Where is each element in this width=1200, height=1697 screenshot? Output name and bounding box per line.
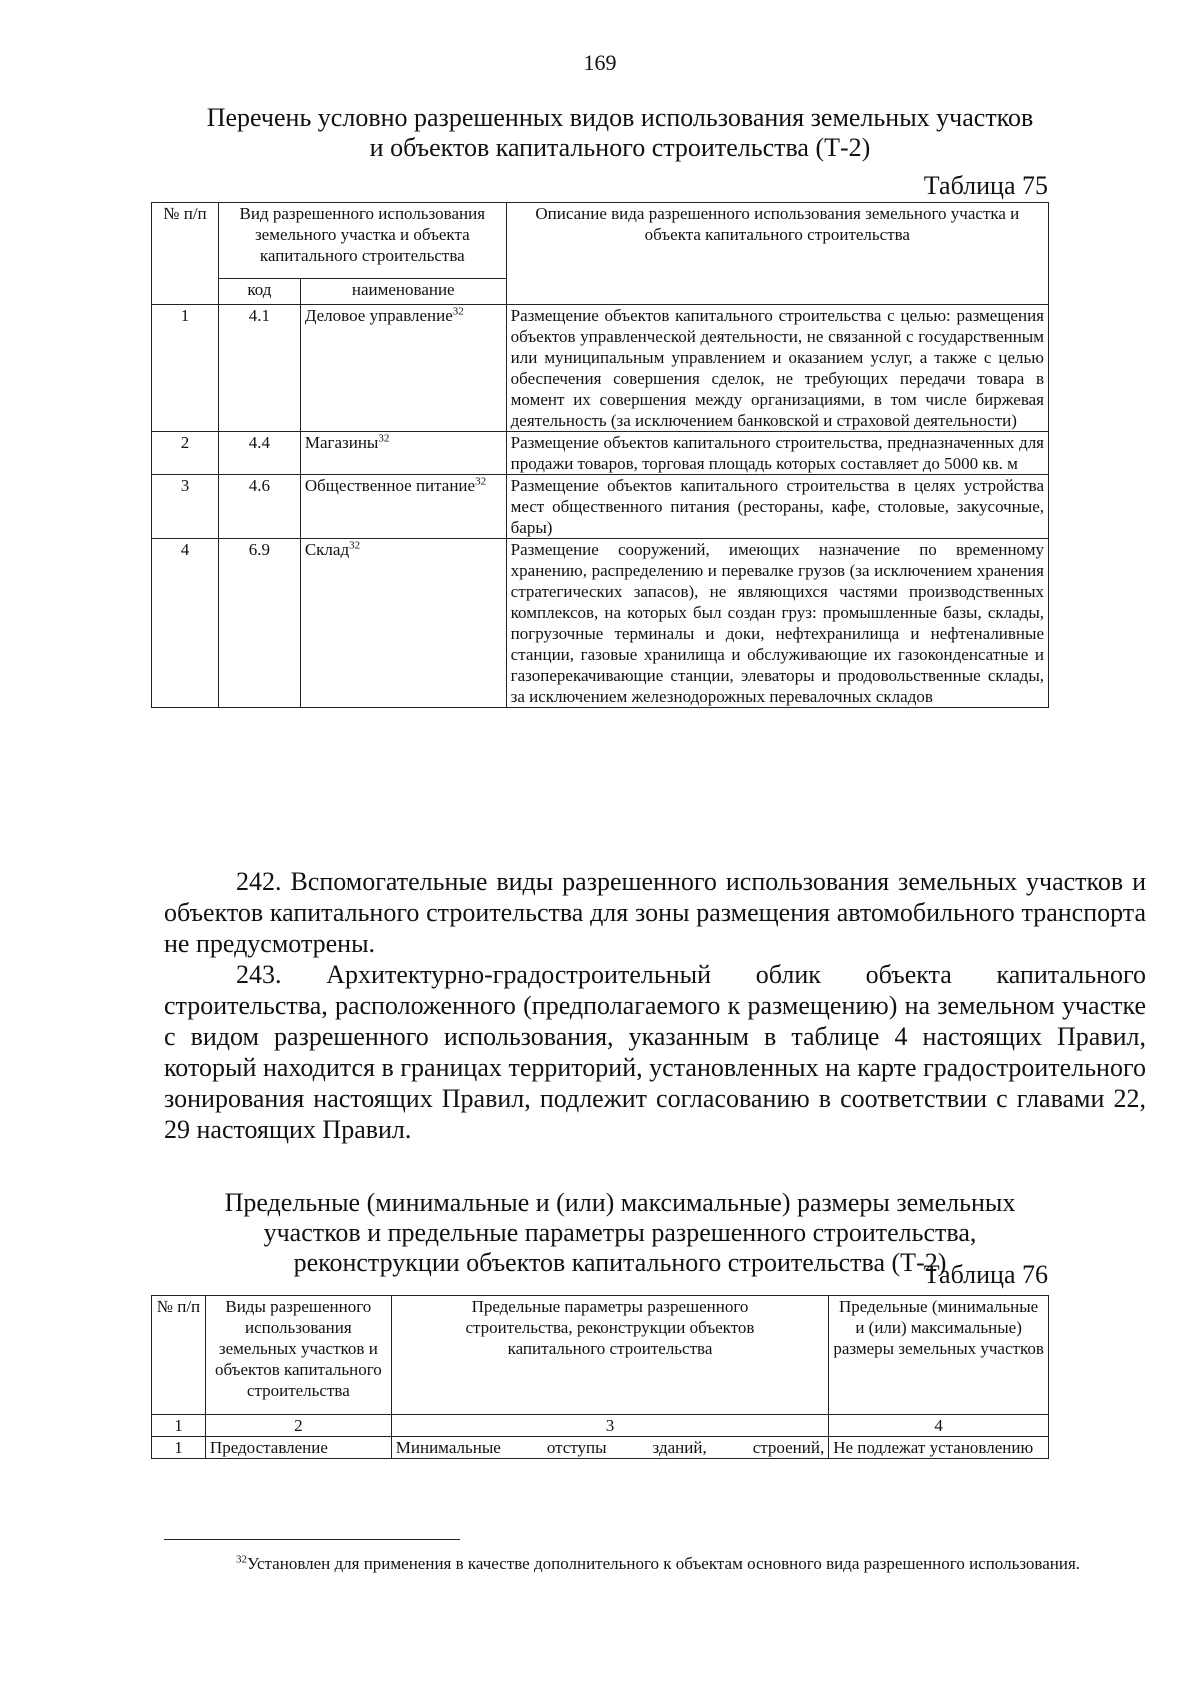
table76-header-row	[152, 1296, 1049, 1415]
table76-title-line3: реконструкции объектов капитального строительства (Т-2)	[293, 1248, 947, 1277]
table-row	[152, 539, 1049, 708]
table75-title	[160, 103, 1080, 163]
table75-caption: Таблица 75	[923, 171, 1048, 200]
row-code: 6.9	[218, 539, 300, 708]
row-name: Склад$^{32}$	[300, 539, 506, 708]
row-params: Минимальные отступы зданий, строений,	[391, 1437, 828, 1459]
table76-caption: Таблица 76	[923, 1260, 1048, 1289]
colnum-1: 1	[152, 1415, 206, 1437]
paragraph-242: 242. Вспомогательные виды разрешенного использования земельных участков и объектов капитального строительства для зоны размещения автомобильного транспорта не предусмотрены.	[164, 867, 1146, 958]
footnote-ref: 32	[452, 305, 464, 318]
header-types: Виды разрешенного использования земельных участков и объектов капитального строительства	[205, 1296, 391, 1415]
table-row	[152, 432, 1049, 475]
row-sizes: Не подлежат установлению	[829, 1437, 1049, 1459]
paragraph-243: 243. Архитектурно-градостроительный облик объекта капитального строительства, расположенного (предполагаемого к размещению) на земельном участке с видом разрешенного использования, указанным в таблице 4 настоящих Правил, который находится в границах территорий, установленных на карте градостроительного зонирования настоящих Правил, подлежит согласованию в соответствии с главами 22, 29 настоящих Правил.	[164, 960, 1146, 1144]
row-num: 3	[152, 475, 219, 539]
table-75	[151, 202, 1049, 708]
table-76	[151, 1295, 1049, 1459]
row-code: 4.4	[218, 432, 300, 475]
header-params: Предельные параметры разрешенного строительства, реконструкции объектов капитального строительства	[391, 1296, 828, 1415]
row-name: Магазины$^{32}$	[300, 432, 506, 475]
row-num: 2	[152, 432, 219, 475]
row-description: Размещение объектов капитального строительства в целях устройства мест общественного питания (рестораны, кафе, столовые, закусочные, бары)	[506, 475, 1048, 539]
body-text	[164, 866, 1146, 1145]
table-row	[152, 1437, 1049, 1459]
footnote-ref: 32	[475, 475, 487, 488]
footnote-text: Установлен для применения в качестве дополнительного к объектам основного вида разрешенного использования.	[247, 1554, 1081, 1573]
page-number: 169	[583, 50, 617, 75]
header-name: наименование	[300, 278, 506, 304]
header-description: Описание вида разрешенного использования земельного участка и объекта капитального строительства	[506, 203, 1048, 305]
table76-title-line2: участков и предельные параметры разрешенного строительства,	[263, 1218, 977, 1247]
row-name: Деловое управление$^{32}$	[300, 305, 506, 432]
row-description: Размещение сооружений, имеющих назначение по временному хранению, распределению и перевалке грузов (за исключением хранения стратегических запасов), не являющихся частями производственных комплексов, на которых был создан груз: промышленные базы, склады, погрузочные терминалы и доки, нефтехранилища и нефтеналивные станции, газовые хранилища и обслуживающие их газоконденсатные и газоперекачивающие станции, элеваторы и продовольственные склады, за исключением железнодорожных перевалочных складов	[506, 539, 1048, 708]
row-name: Общественное питание$^{32}$	[300, 475, 506, 539]
footnote-ref: 32	[349, 539, 361, 552]
table75-title-line1: Перечень условно разрешенных видов использования земельных участков	[206, 103, 1034, 132]
row-description: Размещение объектов капитального строительства, предназначенных для продажи товаров, торговая площадь которых составляет до 5000 кв. м	[506, 432, 1048, 475]
row-num: 1	[152, 1437, 206, 1459]
header-num: № п/п	[152, 1296, 206, 1415]
table-row	[152, 305, 1049, 432]
colnum-3: 3	[391, 1415, 828, 1437]
row-num: 4	[152, 539, 219, 708]
row-num: 1	[152, 305, 219, 432]
row-type: Предоставление	[205, 1437, 391, 1459]
row-code: 4.6	[218, 475, 300, 539]
table76-colnum-row	[152, 1415, 1049, 1437]
colnum-4: 4	[829, 1415, 1049, 1437]
header-code: код	[218, 278, 300, 304]
header-type: Вид разрешенного использования земельного участка и объекта капитального строительства	[218, 203, 506, 279]
table75-header-row	[152, 203, 1049, 279]
table76-title-line1: Предельные (минимальные и (или) максимальные) размеры земельных	[224, 1188, 1016, 1217]
footnote	[164, 1552, 1146, 1576]
table75-title-line2: и объектов капитального строительства (Т-2)	[369, 133, 871, 162]
row-description: Размещение объектов капитального строительства с целью: размещения объектов управленческой деятельности, не связанной с государственным или муниципальным управлением и оказанием услуг, а также с целью обеспечения совершения сделок, не требующих передачи товара в момент их совершения между организациями, в том числе биржевая деятельность (за исключением банковской и страховой деятельности)	[506, 305, 1048, 432]
header-num: № п/п	[152, 203, 219, 305]
header-sizes: Предельные (минимальные и (или) максимальные) размеры земельных участков	[829, 1296, 1049, 1415]
colnum-2: 2	[205, 1415, 391, 1437]
footnote-mark: 32	[236, 1553, 247, 1566]
row-code: 4.1	[218, 305, 300, 432]
footnote-divider	[164, 1539, 460, 1540]
footnote-ref: 32	[378, 432, 390, 445]
table-row	[152, 475, 1049, 539]
